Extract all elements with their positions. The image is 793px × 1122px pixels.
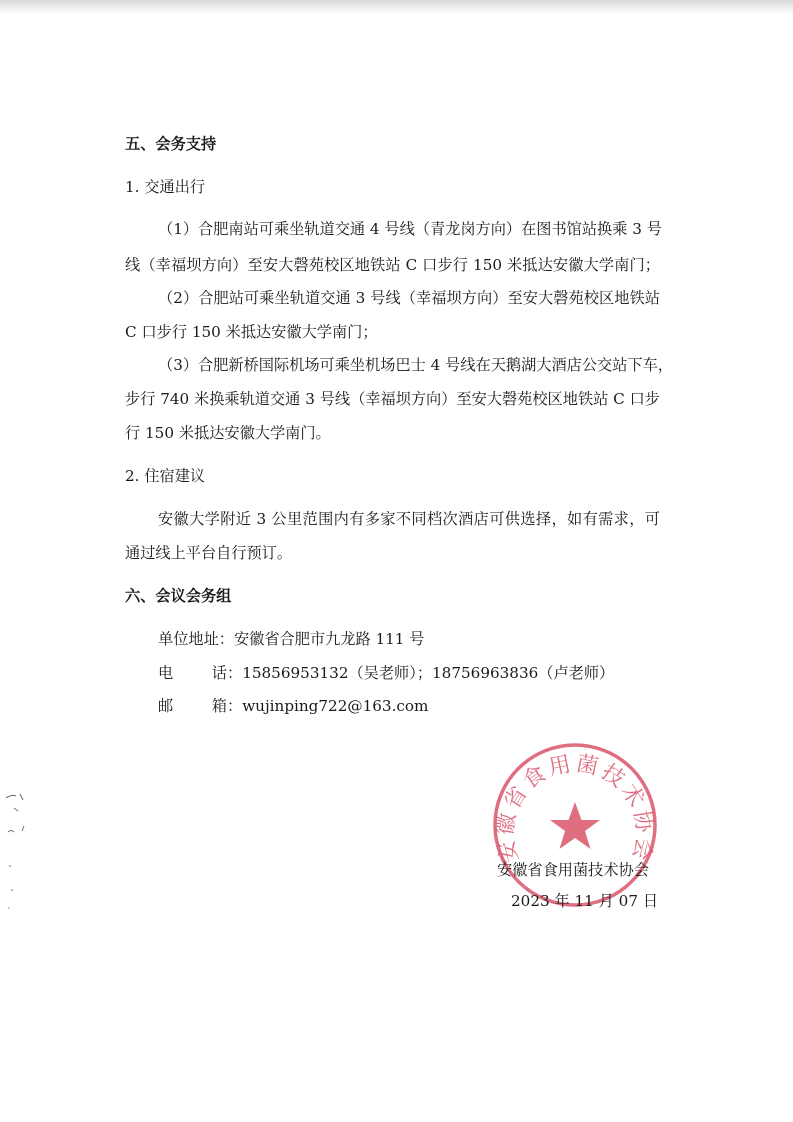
contact-email-label: 邮 箱： xyxy=(158,697,243,715)
contact-email-value: wujinping722@163.com xyxy=(242,697,429,715)
seal-text: 安徽省食用菌技术协会 xyxy=(493,751,657,866)
scan-top-edge xyxy=(0,0,793,14)
subheading-lodging: 2. 住宿建议 xyxy=(125,467,206,485)
lodging-line-1: 安徽大学附近 3 公里范围内有多家不同档次酒店可供选择，如有需求，可 xyxy=(158,510,660,528)
transport-item-3-line-2: 步行 740 米换乘轨道交通 3 号线（幸福坝方向）至安大磬苑校区地铁站 C 口步 xyxy=(125,390,660,408)
section-heading-contact: 六、会议会务组 xyxy=(125,587,232,605)
transport-item-1-line-2: 线（幸福坝方向）至安大磬苑校区地铁站 C 口步行 150 米抵达安徽大学南门； xyxy=(125,256,660,274)
section-heading-support: 五、会务支持 xyxy=(125,135,217,153)
transport-item-2-line-1: （2）合肥站可乘坐轨道交通 3 号线（幸福坝方向）至安大磬苑校区地铁站 xyxy=(158,289,660,307)
transport-item-2-line-2: C 口步行 150 米抵达安徽大学南门； xyxy=(125,323,378,341)
transport-item-3-line-1: （3）合肥新桥国际机场可乘坐机场巴士 4 号线在天鹅湖大酒店公交站下车， xyxy=(158,356,673,374)
seal-star-icon xyxy=(550,802,600,849)
official-seal xyxy=(490,740,660,910)
scan-specks xyxy=(0,780,50,930)
contact-address: 单位地址：安徽省合肥市九龙路 111 号 xyxy=(158,630,425,648)
contact-phone-row xyxy=(158,663,614,683)
transport-item-3-line-3: 行 150 米抵达安徽大学南门。 xyxy=(125,424,331,442)
contact-phone-value: 15856953132（吴老师）；18756963836（卢老师） xyxy=(242,664,615,682)
transport-item-1-line-1: （1）合肥南站可乘坐轨道交通 4 号线（青龙岗方向）在图书馆站换乘 3 号 xyxy=(158,220,662,238)
subheading-transport: 1. 交通出行 xyxy=(125,178,206,196)
signature-organization: 安徽省食用菌技术协会 xyxy=(497,861,649,879)
contact-email-row xyxy=(158,696,428,716)
lodging-line-2: 通过线上平台自行预订。 xyxy=(125,544,293,562)
signature-date: 2023 年 11 月 07 日 xyxy=(511,892,659,910)
contact-phone-label: 电 话： xyxy=(158,664,243,682)
